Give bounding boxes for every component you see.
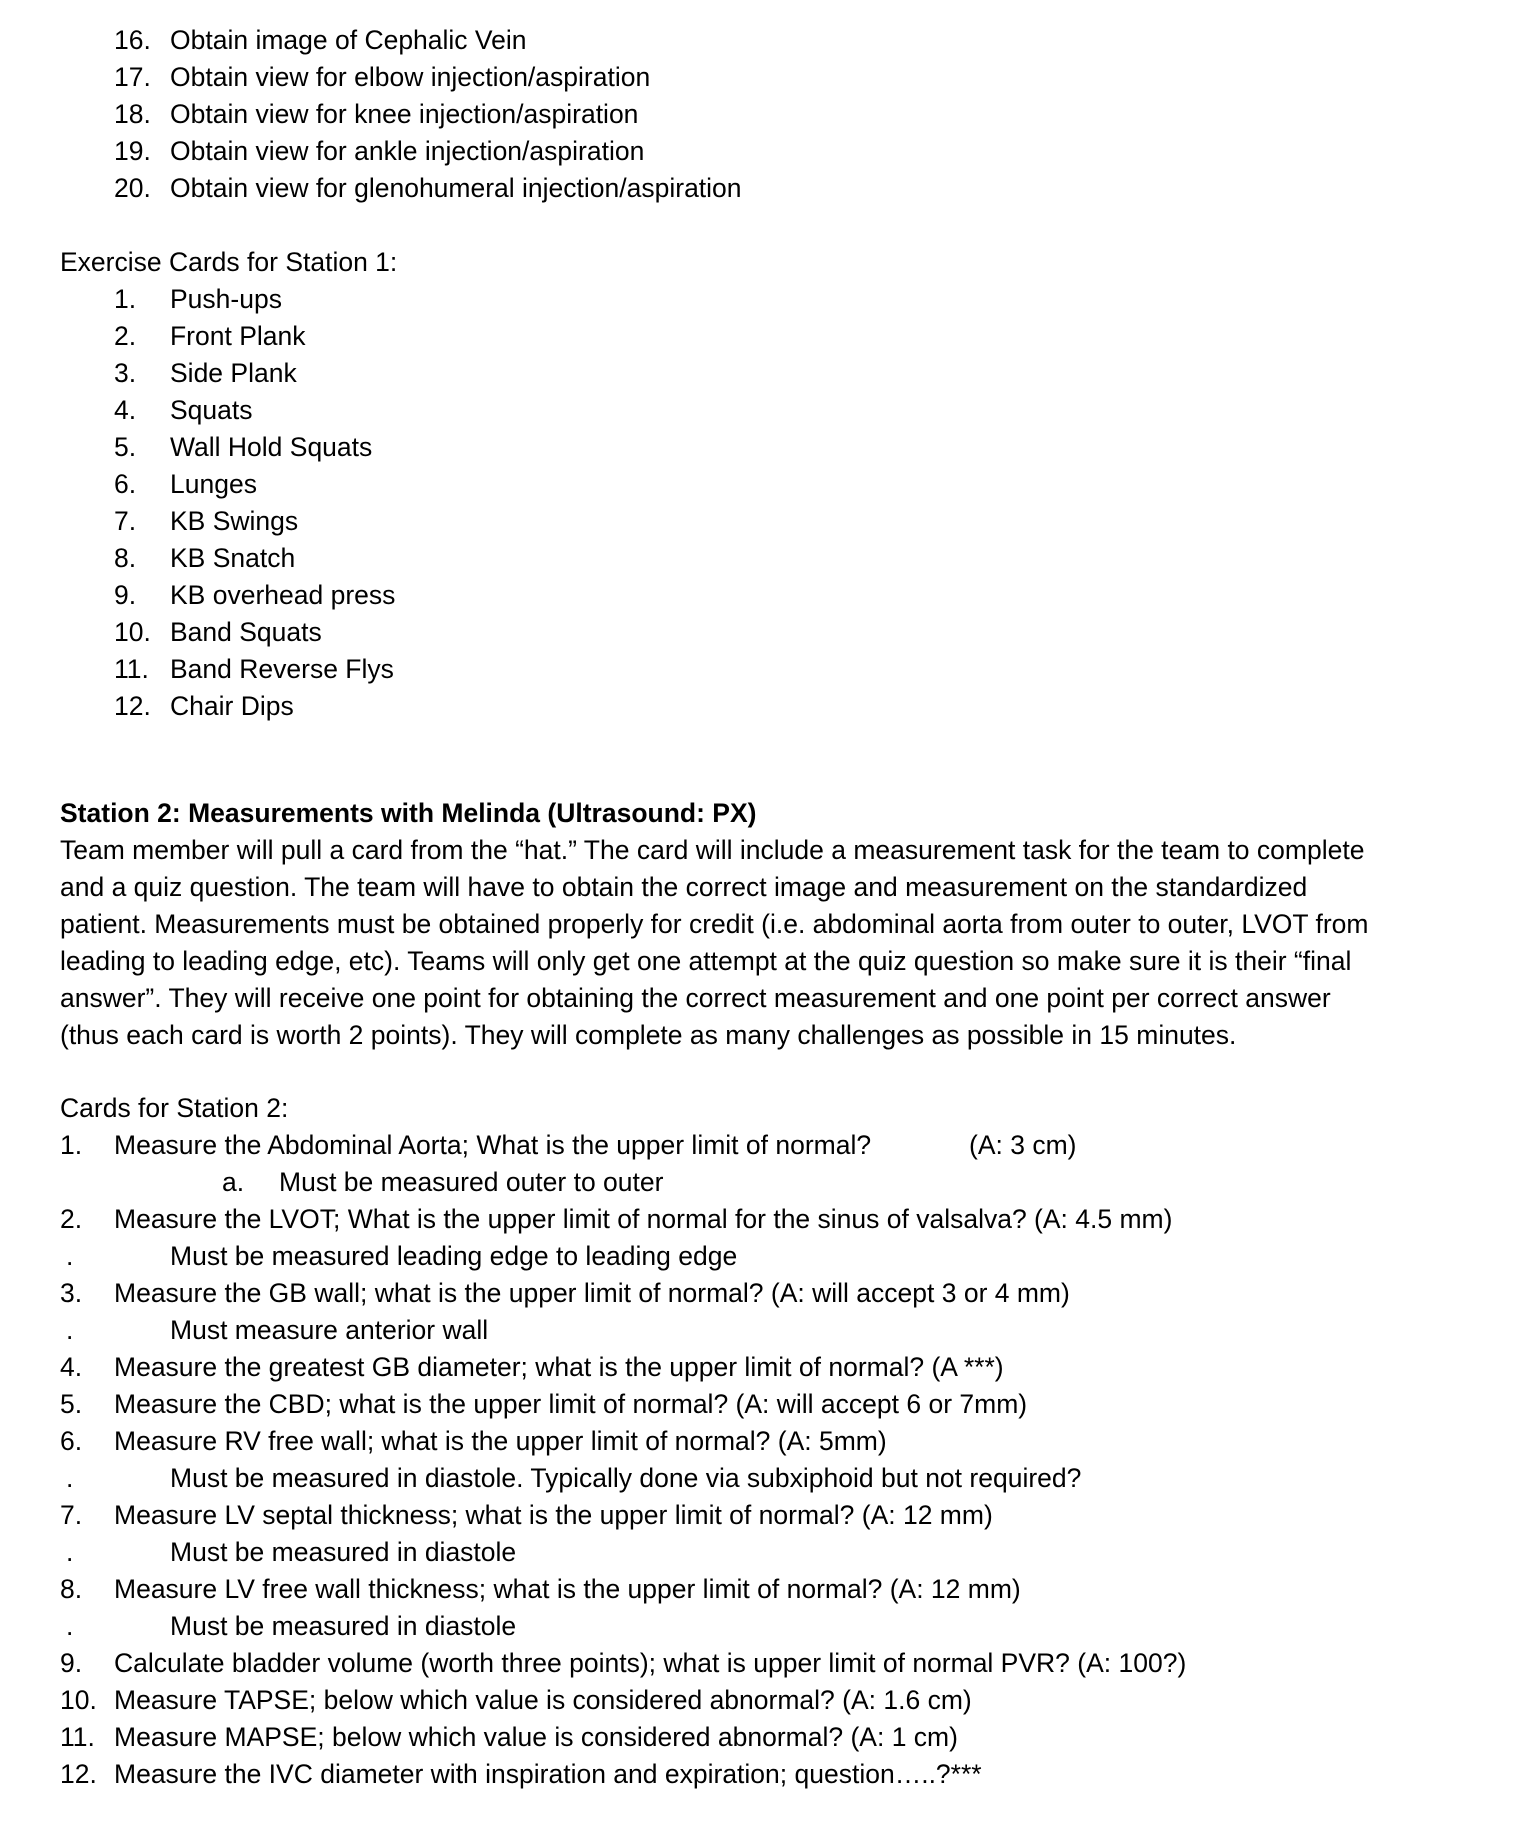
list-text: Calculate bladder volume (worth three points); what is upper limit of normal PVR? (A: 100?) xyxy=(114,1648,1187,1678)
list-text: Front Plank xyxy=(170,321,306,351)
list-text: Obtain view for ankle injection/aspiration xyxy=(170,136,645,166)
list-number: 8. xyxy=(114,543,137,573)
list-number: 2. xyxy=(60,1204,83,1234)
list-number: 4. xyxy=(60,1352,83,1382)
paragraph-line: and a quiz question. The team will have to obtain the correct image and measurement on the standardized xyxy=(60,872,1308,902)
paragraph-line: leading to leading edge, etc). Teams will only get one attempt at the quiz question so make sure it is their “final xyxy=(60,946,1352,976)
sub-item-bullet: . xyxy=(66,1241,74,1271)
list-text: Measure the CBD; what is the upper limit of normal? (A: will accept 6 or 7mm) xyxy=(114,1389,1028,1419)
list-text: Measure the LVOT; What is the upper limit of normal for the sinus of valsalva? (A: 4.5 mm) xyxy=(114,1204,1173,1234)
list-number: 11. xyxy=(114,654,149,684)
list-number: 7. xyxy=(114,506,137,536)
list-number: 19. xyxy=(114,136,151,166)
list-number: 12. xyxy=(114,691,151,721)
list-text: Measure the IVC diameter with inspiration and expiration; question…..?*** xyxy=(114,1759,982,1789)
list-number: 3. xyxy=(114,358,137,388)
list-number: 17. xyxy=(114,62,151,92)
sub-item-text: Must be measured outer to outer xyxy=(279,1167,664,1197)
list-number: 18. xyxy=(114,99,151,129)
sub-item-text: Must measure anterior wall xyxy=(170,1315,489,1345)
list-text: Measure LV septal thickness; what is the upper limit of normal? (A: 12 mm) xyxy=(114,1500,993,1530)
station2-cards-heading: Cards for Station 2: xyxy=(60,1093,289,1123)
list-text: Chair Dips xyxy=(170,691,294,721)
sub-item-text: Must be measured in diastole. Typically done via subxiphoid but not required? xyxy=(170,1463,1082,1493)
list-text: Lunges xyxy=(170,469,257,499)
list-text: Measure RV free wall; what is the upper limit of normal? (A: 5mm) xyxy=(114,1426,887,1456)
list-text: Band Reverse Flys xyxy=(170,654,394,684)
sub-item-text: Must be measured in diastole xyxy=(170,1611,517,1641)
sub-item-text: Must be measured in diastole xyxy=(170,1537,517,1567)
sub-item-text: Must be measured leading edge to leading edge xyxy=(170,1241,738,1271)
list-number: 9. xyxy=(114,580,137,610)
list-text: Obtain view for elbow injection/aspiration xyxy=(170,62,651,92)
sub-item-bullet: . xyxy=(66,1315,74,1345)
paragraph-line: Team member will pull a card from the “hat.” The card will include a measurement task for the team to complete xyxy=(60,835,1365,865)
list-text: KB Swings xyxy=(170,506,299,536)
list-number: 7. xyxy=(60,1500,83,1530)
paragraph-line: patient. Measurements must be obtained properly for credit (i.e. abdominal aorta from outer to outer, LVOT from xyxy=(60,909,1369,939)
list-text: Measure the GB wall; what is the upper limit of normal? (A: will accept 3 or 4 mm) xyxy=(114,1278,1070,1308)
sub-item-bullet: . xyxy=(66,1611,74,1641)
list-number: 16. xyxy=(114,25,151,55)
station2-description xyxy=(60,832,1500,1054)
list-number: 20. xyxy=(114,173,151,203)
list-text: Measure TAPSE; below which value is considered abnormal? (A: 1.6 cm) xyxy=(114,1685,972,1715)
list-text: Measure LV free wall thickness; what is the upper limit of normal? (A: 12 mm) xyxy=(114,1574,1021,1604)
list-text: Measure MAPSE; below which value is considered abnormal? (A: 1 cm) xyxy=(114,1722,958,1752)
sub-item-bullet: . xyxy=(66,1537,74,1567)
list-text: Obtain image of Cephalic Vein xyxy=(170,25,527,55)
list-number: 5. xyxy=(114,432,137,462)
list-number: 8. xyxy=(60,1574,83,1604)
list-text: Measure the Abdominal Aorta; What is the upper limit of normal? xyxy=(114,1130,872,1160)
station2-title: Station 2: Measurements with Melinda (Ultrasound: PX) xyxy=(60,798,757,828)
list-number: 10. xyxy=(114,617,151,647)
list-text: Measure the greatest GB diameter; what is the upper limit of normal? (A ***) xyxy=(114,1352,1004,1382)
paragraph-line: answer”. They will receive one point for obtaining the correct measurement and one point per correct answer xyxy=(60,983,1331,1013)
list-text: Band Squats xyxy=(170,617,322,647)
list-text: Wall Hold Squats xyxy=(170,432,373,462)
list-text: Obtain view for glenohumeral injection/aspiration xyxy=(170,173,742,203)
list-text: Push-ups xyxy=(170,284,282,314)
list-text: Obtain view for knee injection/aspiration xyxy=(170,99,639,129)
list-number: 9. xyxy=(60,1648,83,1678)
list-text: Side Plank xyxy=(170,358,297,388)
list-number: 11. xyxy=(60,1722,95,1752)
list-number: 4. xyxy=(114,395,137,425)
list-number: 6. xyxy=(114,469,137,499)
sub-item-letter: a. xyxy=(222,1167,245,1197)
list-number: 3. xyxy=(60,1278,83,1308)
sub-item-bullet: . xyxy=(66,1463,74,1493)
list-number: 6. xyxy=(60,1426,83,1456)
list-text: Squats xyxy=(170,395,253,425)
list-number: 12. xyxy=(60,1759,97,1789)
station1-cards-heading: Exercise Cards for Station 1: xyxy=(60,247,398,277)
list-number: 1. xyxy=(114,284,137,314)
list-number: 10. xyxy=(60,1685,97,1715)
answer-text: (A: 3 cm) xyxy=(969,1130,1077,1160)
list-text: KB overhead press xyxy=(170,580,396,610)
list-number: 1. xyxy=(60,1130,83,1160)
list-number: 5. xyxy=(60,1389,83,1419)
paragraph-line: (thus each card is worth 2 points). They will complete as many challenges as possible in 15 minutes. xyxy=(60,1020,1237,1050)
list-text: KB Snatch xyxy=(170,543,296,573)
list-number: 2. xyxy=(114,321,137,351)
